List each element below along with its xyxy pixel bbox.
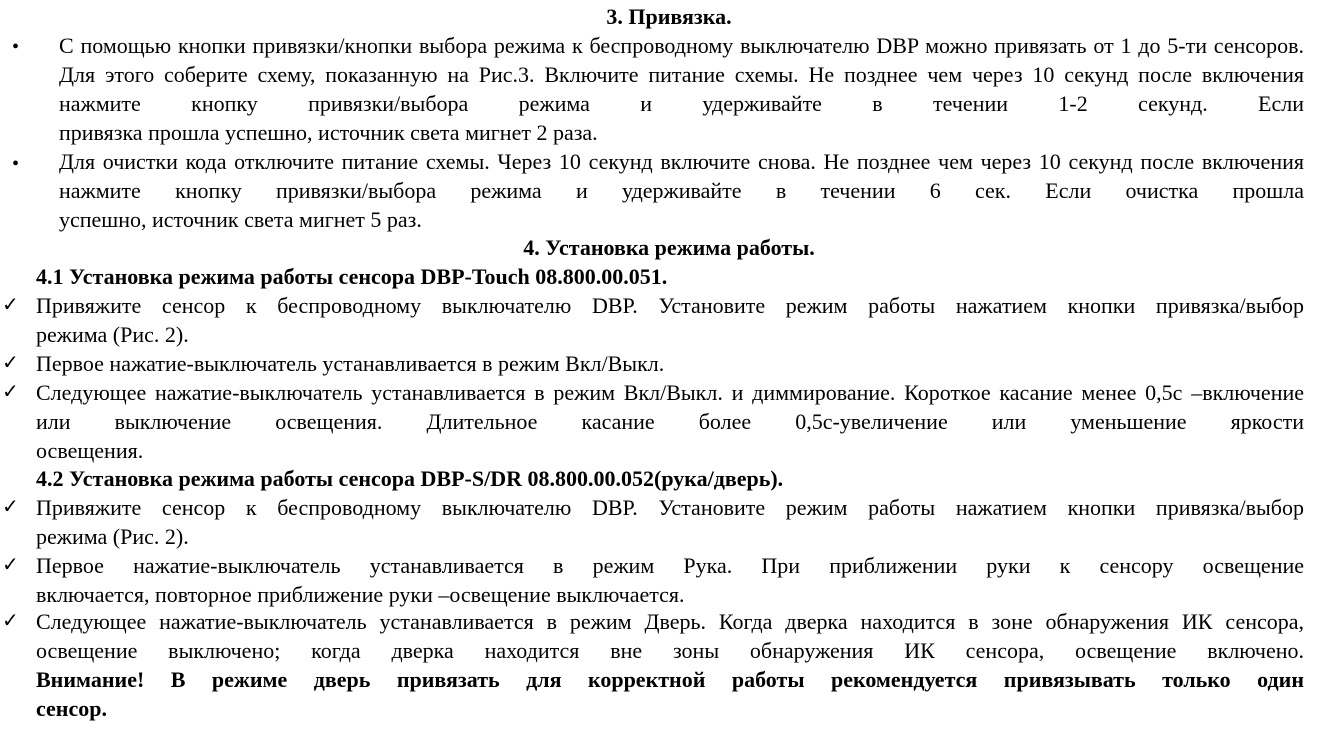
checkmark-icon: ✓ [2, 552, 19, 576]
subsection-4-2-title: 4.2 Установка режима работы сенсора DBP-S/DR 08.800.00.052(рука/дверь). [36, 466, 784, 491]
list-item: Следующее нажатие-выключатель устанавливается в режим Вкл/Выкл. и диммирование. Короткое касание менее 0,5с –включение или выключение освещения. Длительное касание более 0,5с-увеличение или уменьшение яркости освещения. [36, 380, 1305, 463]
list-item: Привяжите сенсор к беспроводному выключателю DBP. Установите режим работы нажатием кнопки привязка/выбор режима (Рис. 2). [36, 495, 1304, 549]
subsection-4-1-title: 4.1 Установка режима работы сенсора DBP-Touch 08.800.00.051. [36, 264, 668, 289]
list-item: С помощью кнопки привязки/кнопки выбора режима к беспроводному выключателю DBP можно привязать от 1 до 5-ти сенсоров. Для этого соберите схему, показанную на Рис.3. Включите питание схемы. Не позднее чем через 10 секунд после включения нажмите кнопку привязки/выбора режима и удерживайте в течении 1-2 секунд. Если привязка прошла успешно, источник света мигнет 2 раза. [59, 33, 1305, 145]
section-3-title: 3. Привязка. [606, 4, 732, 29]
list-item: Привяжите сенсор к беспроводному выключателю DBP. Установите режим работы нажатием кнопки привязка/выбор режима (Рис. 2). [36, 293, 1304, 347]
checkmark-icon: ✓ [2, 608, 19, 632]
list-item: Первое нажатие-выключатель устанавливается в режим Рука. При приближении руки к сенсору освещение включается, повторное приближение руки –освещение выключается. [36, 553, 1304, 607]
checkmark-icon: ✓ [2, 350, 19, 374]
checkmark-icon: ✓ [2, 494, 19, 518]
bullet-icon: • [12, 153, 20, 175]
list-item: Первое нажатие-выключатель устанавливается в режим Вкл/Выкл. [36, 351, 665, 376]
bullet-icon: • [12, 36, 20, 58]
list-item: Для очистки кода отключите питание схемы. Через 10 секунд включите снова. Не позднее чем через 10 секунд после включения нажмите кнопку привязки/выбора режима и удерживайте в течении 6 сек. Если очистка прошла успешно, источник света мигнет 5 раз. [59, 149, 1304, 232]
section-4-title: 4. Установка режима работы. [523, 235, 815, 260]
list-item: Следующее нажатие-выключатель устанавливается в режим Дверь. Когда дверка находится в зоне обнаружения ИК сенсора, освещение выключено; когда дверка находится вне зоны обнаружения ИК сенсора, освещение включено. [36, 609, 1305, 663]
warning-note: Внимание! В режиме дверь привязать для корректной работы рекомендуется привязывать только один сенсор. [36, 667, 1304, 721]
checkmark-icon: ✓ [2, 379, 19, 403]
checkmark-icon: ✓ [2, 292, 19, 316]
